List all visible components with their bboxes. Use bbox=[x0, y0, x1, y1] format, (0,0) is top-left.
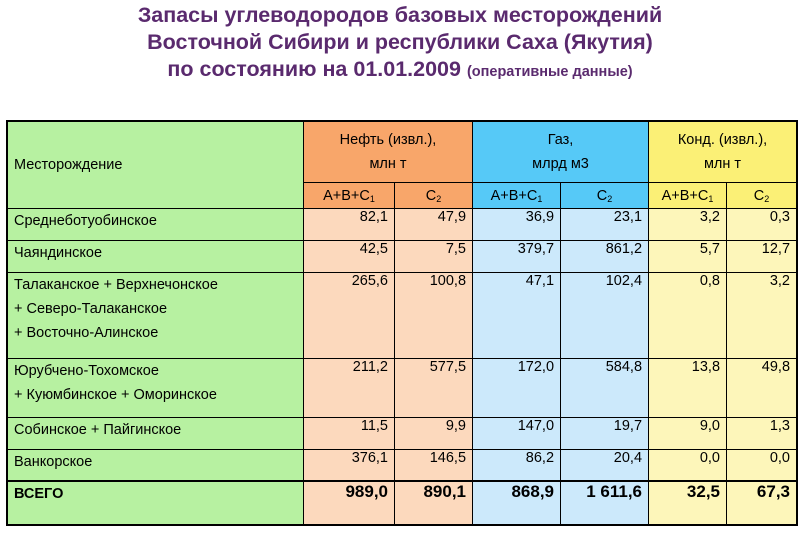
condensate-abc1-value: 13,8 bbox=[649, 359, 727, 418]
table-row bbox=[8, 209, 797, 241]
oil-c2-value: 100,8 bbox=[395, 273, 473, 359]
condensate-abc1-header: $A+B+C_1$ bbox=[649, 183, 727, 209]
gas-c2-total: 1 611,6 bbox=[561, 481, 649, 525]
oil-group-header bbox=[304, 122, 473, 183]
gas-c2-value: 23,1 bbox=[561, 209, 649, 241]
oil-abc1-total: 989,0 bbox=[304, 481, 395, 525]
oil-abc1-value: 376,1 bbox=[304, 450, 395, 481]
condensate-c2-value: 3,2 bbox=[727, 273, 797, 359]
gas-c2-value: 102,4 bbox=[561, 273, 649, 359]
oil-c2-header: $C_2$ bbox=[395, 183, 473, 209]
condensate-group-header bbox=[649, 122, 797, 183]
condensate-c2-header: $C_2$ bbox=[727, 183, 797, 209]
gas-abc1-value: 147,0 bbox=[473, 418, 561, 450]
oil-abc1-value: 82,1 bbox=[304, 209, 395, 241]
title-note: (оперативные данные) bbox=[466, 64, 633, 80]
field-name: Ванкорское bbox=[8, 450, 304, 481]
gas-abc1-header: $A+B+C_1$ bbox=[473, 183, 561, 209]
field-name: Собинское + Пайгинское bbox=[8, 418, 304, 450]
gas-header-line-2: млрд м3 bbox=[532, 156, 589, 172]
title-line-2: Восточной Сибири и республики Саха (Якутия) bbox=[147, 30, 653, 54]
title-line-1: Запасы углеводородов базовых месторождений bbox=[137, 3, 663, 27]
gas-c2-value: 584,8 bbox=[561, 359, 649, 418]
page-title bbox=[0, 2, 800, 86]
table-row bbox=[8, 273, 797, 359]
oil-abc1-header: $A+B+C_1$ bbox=[304, 183, 395, 209]
condensate-header-line-1: Конд. (извл.), bbox=[677, 132, 768, 148]
reserves-table bbox=[7, 121, 797, 525]
oil-c2-value: 146,5 bbox=[395, 450, 473, 481]
condensate-abc1-value: 0,8 bbox=[649, 273, 727, 359]
gas-c2-value: 19,7 bbox=[561, 418, 649, 450]
field-name: Юрубчено-Тохомское + Куюмбинское + Оморинское bbox=[8, 359, 304, 418]
condensate-c2-total: 67,3 bbox=[727, 481, 797, 525]
condensate-header-line-2: млн т bbox=[703, 156, 742, 172]
gas-abc1-value: 47,1 bbox=[473, 273, 561, 359]
oil-c2-value: 9,9 bbox=[395, 418, 473, 450]
condensate-abc1-value: 3,2 bbox=[649, 209, 727, 241]
name-column-header: Месторождение bbox=[8, 122, 304, 209]
condensate-c2-value: 0,0 bbox=[727, 450, 797, 481]
oil-c2-value: 577,5 bbox=[395, 359, 473, 418]
table-row bbox=[8, 418, 797, 450]
oil-header-line-2: млн т bbox=[369, 156, 407, 172]
oil-abc1-value: 11,5 bbox=[304, 418, 395, 450]
oil-abc1-value: 265,6 bbox=[304, 273, 395, 359]
gas-c2-value: 861,2 bbox=[561, 241, 649, 273]
table-row bbox=[8, 359, 797, 418]
condensate-c2-value: 49,8 bbox=[727, 359, 797, 418]
gas-header-line-1: Газ, bbox=[547, 132, 574, 148]
gas-abc1-total: 868,9 bbox=[473, 481, 561, 525]
condensate-abc1-value: 5,7 bbox=[649, 241, 727, 273]
condensate-c2-value: 0,3 bbox=[727, 209, 797, 241]
oil-c2-total: 890,1 bbox=[395, 481, 473, 525]
oil-abc1-value: 42,5 bbox=[304, 241, 395, 273]
condensate-c2-value: 12,7 bbox=[727, 241, 797, 273]
field-name: Чаяндинское bbox=[8, 241, 304, 273]
title-line-3 bbox=[0, 56, 800, 86]
gas-c2-value: 20,4 bbox=[561, 450, 649, 481]
total-label: ВСЕГО bbox=[8, 481, 304, 525]
oil-abc1-value: 211,2 bbox=[304, 359, 395, 418]
table-row bbox=[8, 241, 797, 273]
field-name: Талаканское + Верхнечонское + Северо-Талаканское + Восточно-Алинское bbox=[8, 273, 304, 359]
condensate-abc1-total: 32,5 bbox=[649, 481, 727, 525]
oil-c2-value: 7,5 bbox=[395, 241, 473, 273]
gas-group-header bbox=[473, 122, 649, 183]
oil-header-line-1: Нефть (извл.), bbox=[339, 132, 437, 148]
gas-abc1-value: 36,9 bbox=[473, 209, 561, 241]
table-row bbox=[8, 450, 797, 481]
gas-abc1-value: 86,2 bbox=[473, 450, 561, 481]
condensate-c2-value: 1,3 bbox=[727, 418, 797, 450]
gas-abc1-value: 379,7 bbox=[473, 241, 561, 273]
condensate-abc1-value: 0,0 bbox=[649, 450, 727, 481]
field-name: Среднеботуобинское bbox=[8, 209, 304, 241]
total-row bbox=[8, 481, 797, 525]
gas-c2-header: $C_2$ bbox=[561, 183, 649, 209]
gas-abc1-value: 172,0 bbox=[473, 359, 561, 418]
oil-c2-value: 47,9 bbox=[395, 209, 473, 241]
condensate-abc1-value: 9,0 bbox=[649, 418, 727, 450]
title-date: по состоянию на 01.01.2009 bbox=[167, 57, 467, 81]
